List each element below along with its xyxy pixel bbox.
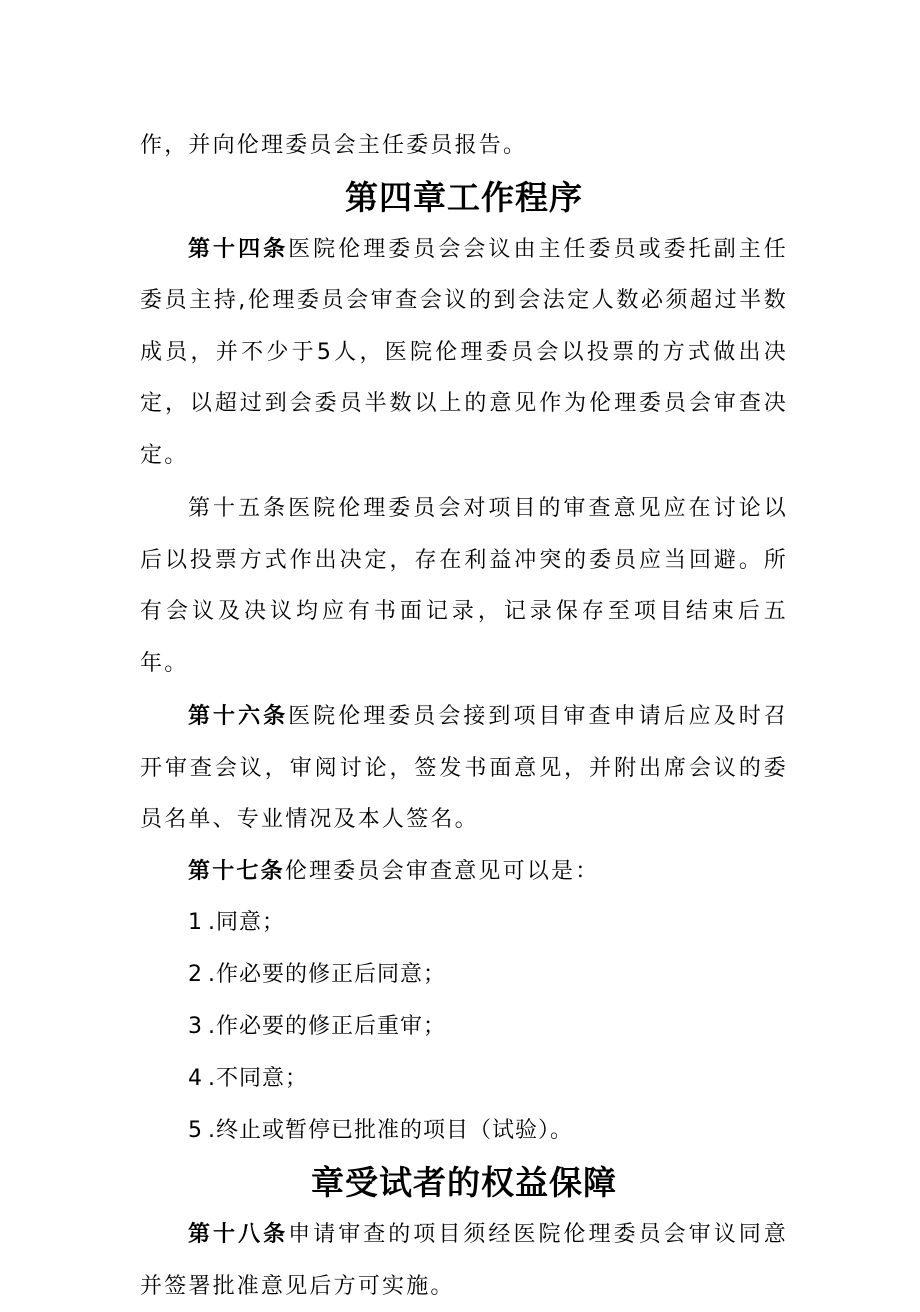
list-item-number: 3 — [188, 1014, 203, 1039]
list-item-number: 1 — [188, 910, 203, 935]
document-body — [140, 120, 788, 1312]
list-item — [140, 1105, 788, 1157]
article-14-text: 医院伦理委员会会议由主任委员或委托副主任委员主持,伦理委员会审查会议的到会法定人数必须超过半数成员，并不少于5人，医院伦理委员会以投票的方式做出决定，以超过到会委员半数以上的意见作为伦理委员会审查决定。 — [140, 236, 788, 468]
article-14-paragraph — [140, 224, 788, 482]
review-options-list — [140, 897, 788, 1157]
article-17-label: 第十七条 — [188, 858, 285, 884]
continuation-paragraph: 作，并向伦理委员会主任委员报告。 — [140, 133, 528, 158]
list-item-text: .作必要的修正后重审； — [208, 1014, 446, 1039]
article-17-paragraph — [140, 846, 788, 898]
list-item-number: 5 — [188, 1118, 203, 1143]
article-18-paragraph — [140, 1209, 788, 1312]
article-16-paragraph — [140, 691, 788, 846]
chapter-five-heading: 章受试者的权益保障 — [311, 1163, 617, 1202]
article-14-label: 第十四条 — [188, 236, 289, 262]
article-15-text: 第十五条医院伦理委员会对项目的审查意见应在讨论以后以投票方式作出决定，存在利益冲突的委员应当回避。所有会议及决议均应有书面记录，记录保存至项目结束后五年。 — [140, 496, 788, 676]
article-17-text: 伦理委员会审查意见可以是： — [284, 858, 600, 884]
list-item-text: .终止或暂停已批准的项目（试验）。 — [208, 1118, 573, 1143]
list-item — [140, 1053, 788, 1105]
list-item — [140, 949, 788, 1001]
article-18-text: 申请审查的项目须经医院伦理委员会审议同意并签署批准意见后方可实施。 — [140, 1222, 788, 1299]
list-item-text: .不同意； — [208, 1066, 308, 1091]
list-item-text: .同意； — [208, 910, 285, 935]
list-item — [140, 1001, 788, 1053]
list-item-number: 2 — [188, 962, 203, 987]
article-16-text: 医院伦理委员会接到项目审查申请后应及时召开审查会议，审阅讨论，签发书面意见，并附出席会议的委员名单、专业情况及本人签名。 — [140, 704, 788, 832]
list-item-number: 4 — [188, 1066, 203, 1091]
article-18-label: 第十八条 — [188, 1222, 289, 1247]
list-item — [140, 897, 788, 949]
chapter-four-heading: 第四章工作程序 — [345, 177, 583, 217]
article-16-label: 第十六条 — [188, 704, 289, 729]
list-item-text: .作必要的修正后同意； — [208, 962, 446, 987]
article-15-paragraph — [140, 483, 788, 689]
